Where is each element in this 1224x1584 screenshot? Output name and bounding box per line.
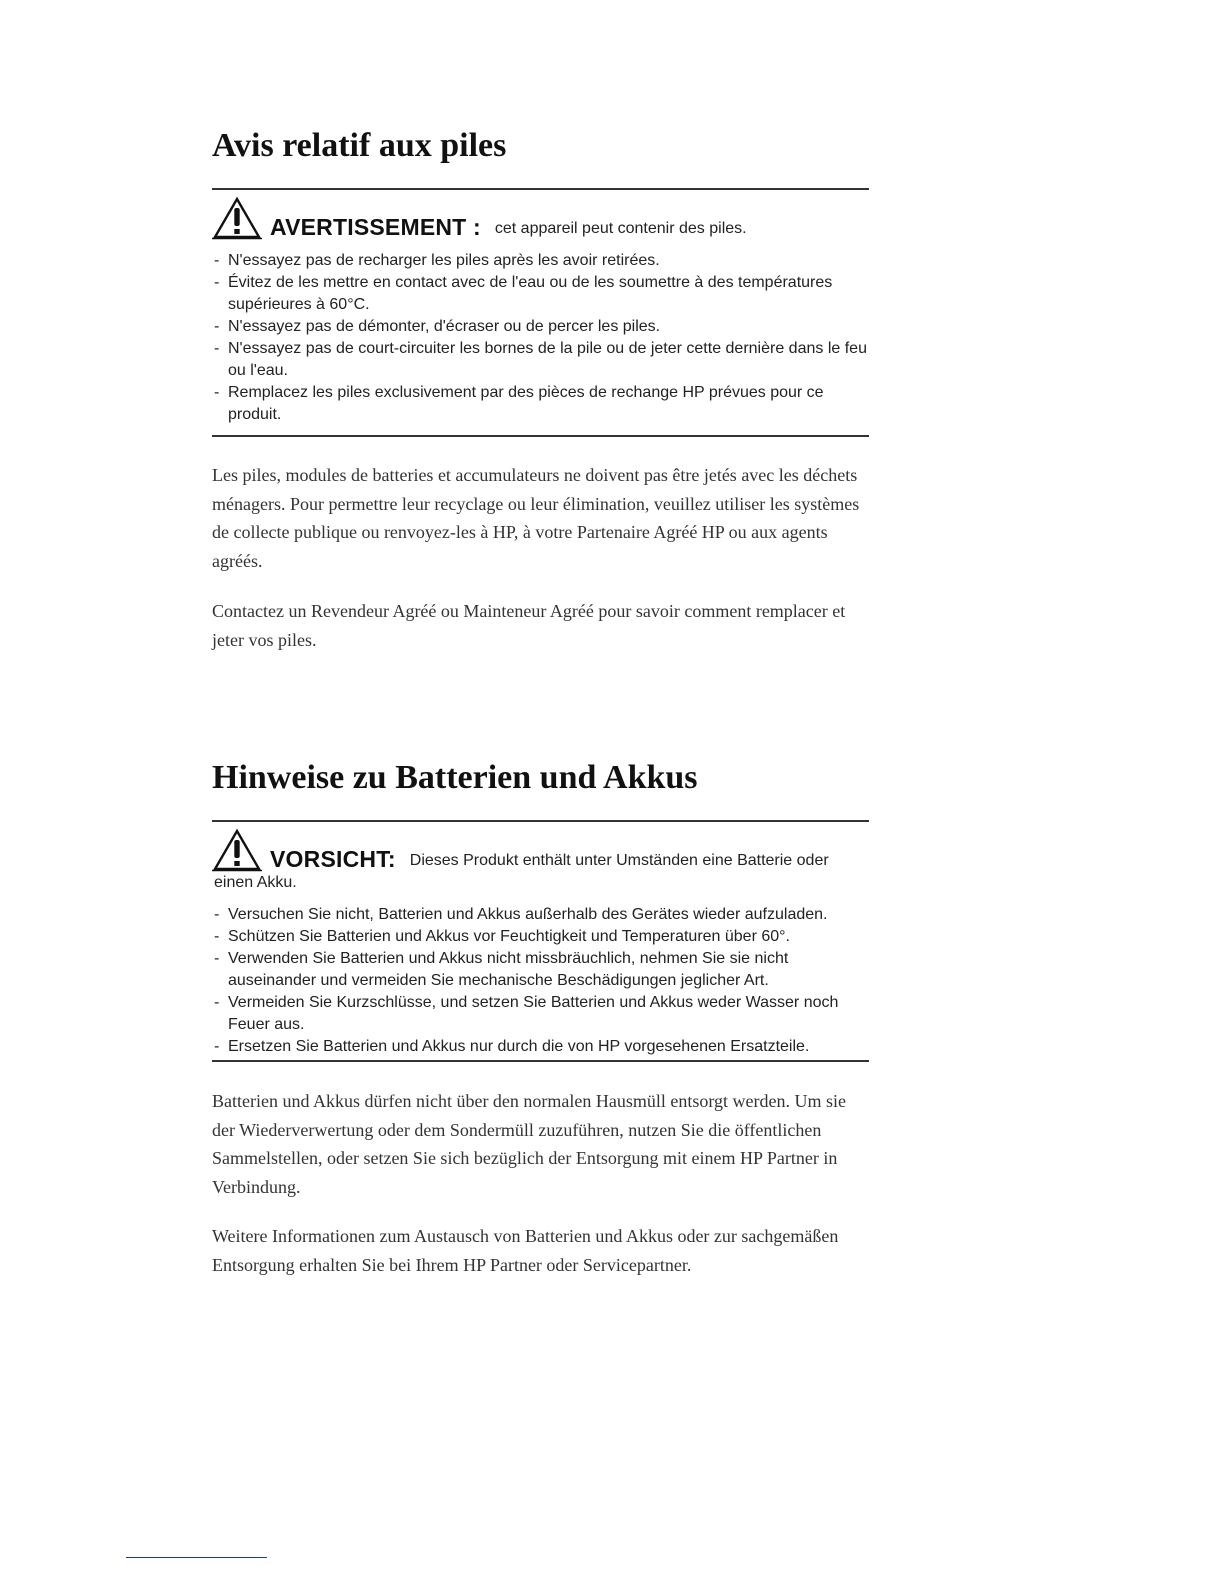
list-item: - N'essayez pas de démonter, d'écraser ou de percer les piles. (212, 316, 869, 338)
german-warning-box (212, 820, 869, 1062)
german-warning-label: VORSICHT: (270, 846, 396, 872)
french-warning-list (212, 250, 869, 426)
german-warning-list (212, 904, 869, 1058)
german-paragraph-2: Weitere Informationen zum Austausch von Batterien und Akkus oder zur sachgemäßen Entsorgung erhalten Sie bei Ihrem HP Partner oder Servicepartner. (212, 1226, 839, 1275)
german-warning-text-continued: einen Akku. (214, 874, 297, 891)
german-warning-header (212, 828, 869, 872)
german-section (212, 758, 869, 798)
list-item: - Schützen Sie Batterien und Akkus vor Feuchtigkeit und Temperaturen über 60°. (212, 926, 869, 948)
warning-triangle-icon (212, 196, 262, 240)
german-paragraph-1: Batterien und Akkus dürfen nicht über den normalen Hausmüll entsorgt werden. Um sie der Wiederverwertung oder dem Sondermüll zuzuführen, nutzen Sie die öffentlichen Sammelstellen, oder setzen Sie sich bezüglich der Entsorgung mit einem HP Partner in Verbindung. (212, 1091, 847, 1197)
list-item: - Remplacez les piles exclusivement par des pièces de rechange HP prévues pour ce produit. (212, 382, 869, 426)
french-warning-label: AVERTISSEMENT : (270, 214, 481, 240)
french-paragraph-1: Les piles, modules de batteries et accumulateurs ne doivent pas être jetés avec les déchets ménagers. Pour permettre leur recyclage ou leur élimination, veuillez utiliser les systèmes de collecte publique ou renvoyez-les à HP, à votre Partenaire Agréé HP ou aux agents agréés. (212, 465, 860, 571)
footnote-rule (126, 1557, 267, 1558)
german-warning-text: Dieses Produkt enthält unter Umständen eine Batterie oder (409, 852, 829, 869)
list-item: - N'essayez pas de court-circuiter les bornes de la pile ou de jeter cette dernière dans le feu ou l'eau. (212, 338, 869, 382)
list-item: - Verwenden Sie Batterien und Akkus nicht missbräuchlich, nehmen Sie sie nicht auseinander und vermeiden Sie mechanische Beschädigungen jeglicher Art. (212, 948, 869, 992)
french-section (212, 126, 869, 166)
german-title: Hinweise zu Batterien und Akkus (212, 759, 698, 796)
french-warning-header (212, 196, 869, 240)
list-item: - N'essayez pas de recharger les piles après les avoir retirées. (212, 250, 869, 272)
warning-triangle-icon (212, 828, 262, 872)
list-item: - Ersetzen Sie Batterien und Akkus nur durch die von HP vorgesehenen Ersatzteile. (212, 1036, 869, 1058)
list-item: - Évitez de les mettre en contact avec de l'eau ou de les soumettre à des températures supérieures à 60°C. (212, 272, 869, 316)
french-paragraph-2: Contactez un Revendeur Agréé ou Mainteneur Agréé pour savoir comment remplacer et jeter vos piles. (212, 601, 846, 650)
list-item: - Vermeiden Sie Kurzschlüsse, und setzen Sie Batterien und Akkus weder Wasser noch Feuer aus. (212, 992, 869, 1036)
french-warning-text: cet appareil peut contenir des piles. (494, 220, 747, 237)
french-title: Avis relatif aux piles (212, 127, 507, 164)
list-item: - Versuchen Sie nicht, Batterien und Akkus außerhalb des Gerätes wieder aufzuladen. (212, 904, 869, 926)
french-warning-box (212, 188, 869, 437)
